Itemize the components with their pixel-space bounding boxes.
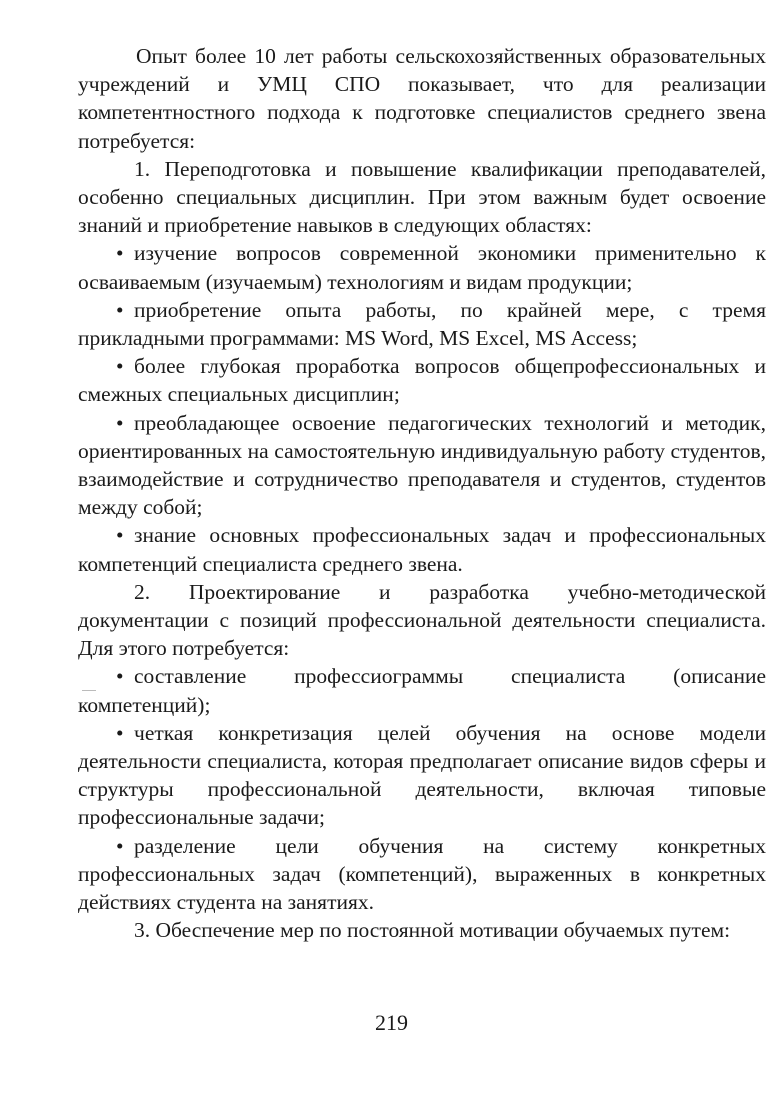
- bullet-item: [78, 662, 766, 718]
- bullet-item: [78, 521, 766, 577]
- bullet-icon: •: [116, 410, 124, 435]
- bullet-item: [78, 409, 766, 522]
- bullet-item: [78, 352, 766, 408]
- bullet-icon: •: [116, 297, 124, 322]
- bullet-icon: •: [116, 354, 124, 379]
- intro-paragraph: Опыт более 10 лет работы сельскохозяйственных образовательных учреждений и УМЦ СПО показывает, что для реализации компетентностного подхода к подготовке специалистов среднего звена потребуется:: [78, 44, 766, 153]
- bullet-text: четкая конкретизация целей обучения на основе модели деятельности специалиста, которая предполагает описание видов сферы и структуры профессиональной деятельности, включая типовые профессиональные задачи;: [78, 720, 766, 830]
- scan-mark: [82, 690, 96, 691]
- bullet-text: приобретение опыта работы, по крайней мере, с тремя прикладными программами: MS Word, MS Excel, MS Access;: [78, 297, 766, 351]
- bullet-item: [78, 296, 766, 352]
- bullet-item: [78, 719, 766, 832]
- bullet-text: преобладающее освоение педагогических технологий и методик, ориентированных на самостоятельную индивидуальную работу студентов, взаимодействие и сотрудничество преподавателя и студентов, студентов между собой;: [78, 410, 766, 520]
- numbered-item-2: 2. Проектирование и разработка учебно-методической документации с позиций профессиональной деятельности специалиста. Для этого потребуется:: [78, 579, 766, 661]
- numbered-item-1: 1. Переподготовка и повышение квалификации преподавателей, особенно специальных дисциплин. При этом важным будет освоение знаний и приобретение навыков в следующих областях:: [78, 156, 766, 238]
- page-number: 219: [375, 1010, 408, 1035]
- bullet-icon: •: [116, 720, 124, 745]
- bullet-icon: •: [116, 664, 124, 689]
- bullet-text: разделение цели обучения на систему конкретных профессиональных задач (компетенций), выраженных в конкретных действиях студента на занятиях.: [78, 833, 766, 915]
- bullet-text: знание основных профессиональных задач и профессиональных компетенций специалиста среднего звена.: [78, 523, 766, 576]
- bullet-icon: •: [116, 241, 124, 266]
- bullet-item: [78, 832, 766, 917]
- bullet-icon: •: [116, 523, 124, 548]
- numbered-item-3: 3. Обеспечение мер по постоянной мотивации обучаемых путем:: [134, 918, 731, 943]
- bullet-icon: •: [116, 833, 124, 858]
- page-body: [78, 42, 766, 945]
- bullet-item: [78, 239, 766, 295]
- bullet-text: более глубокая проработка вопросов общепрофессиональных и смежных специальных дисциплин;: [78, 354, 766, 407]
- bullet-text: составление профессиограммы специалиста (описание компетенций);: [78, 664, 766, 717]
- bullet-text: изучение вопросов современной экономики применительно к осваиваемым (изучаемым) технологиям и видам продукции;: [78, 241, 766, 294]
